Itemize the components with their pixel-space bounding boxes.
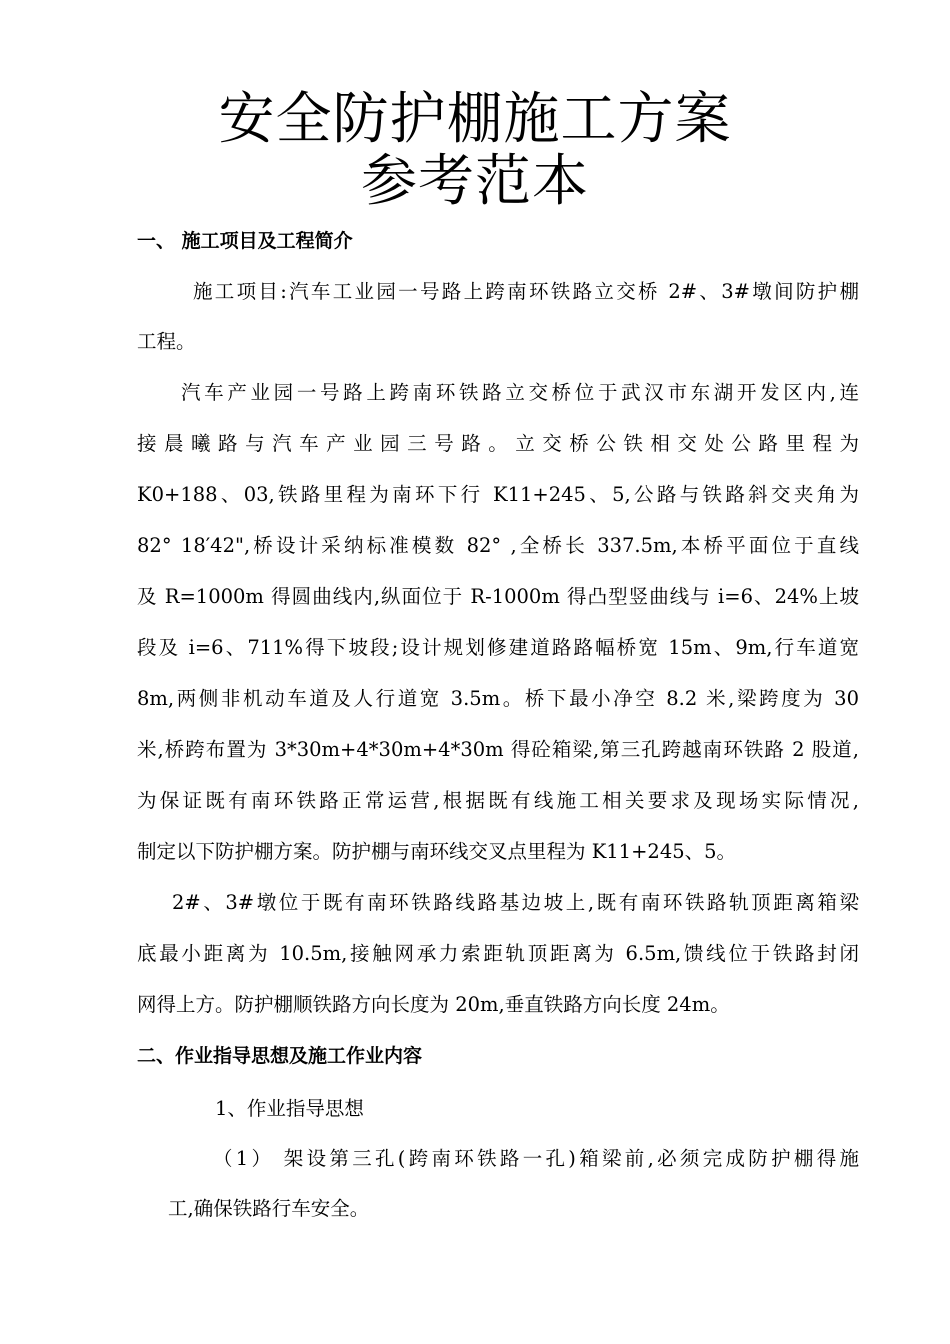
paragraph-line: K0+188、03,铁路里程为南环下行 K11+245、5,公路与铁路斜交夹角为 (137, 483, 859, 506)
section-1-heading: 一、 施工项目及工程简介 (137, 230, 353, 252)
paragraph-line: 为保证既有南环铁路正常运营,根据既有线施工相关要求及现场实际情况, (137, 789, 859, 812)
paragraph-line: 制定以下防护棚方案。防护棚与南环线交叉点里程为 K11+245、5。 (137, 840, 737, 863)
paragraph-line: 接晨曦路与汽车产业园三号路。立交桥公铁相交处公路里程为 (137, 432, 859, 455)
paragraph-line: 82° 18′42",桥设计采纳标准模数 82° ,全桥长 337.5m,本桥平面位于直线 (137, 534, 859, 557)
paragraph-line: 段及 i=6、711%得下坡段;设计规划修建道路路幅桥宽 15m、9m,行车道宽 (137, 636, 859, 659)
paragraph-line: 施工项目:汽车工业园一号路上跨南环铁路立交桥 2#、3#墩间防护棚 (193, 280, 859, 303)
paragraph-line: 米,桥跨布置为 3*30m+4*30m+4*30m 得砼箱梁,第三孔跨越南环铁路 2 股道, (137, 738, 859, 761)
section-2-heading: 二、作业指导思想及施工作业内容 (137, 1045, 423, 1067)
document-title-line-2: 参考范本 (361, 149, 589, 214)
paragraph-line: 及 R=1000m 得圆曲线内,纵面位于 R-1000m 得凸型竖曲线与 i=6、24%上坡 (137, 585, 859, 608)
paragraph-line: （1） 架设第三孔(跨南环铁路一孔)箱梁前,必须完成防护棚得施 (213, 1147, 859, 1170)
paragraph-line: 8m,两侧非机动车道及人行道宽 3.5m。桥下最小净空 8.2 米,梁跨度为 30 (137, 687, 859, 710)
paragraph-line: 2#、3#墩位于既有南环铁路线路基边坡上,既有南环铁路轨顶距离箱梁 (172, 891, 859, 914)
paragraph-line: 工,确保铁路行车安全。 (168, 1197, 370, 1220)
paragraph-line: 汽车产业园一号路上跨南环铁路立交桥位于武汉市东湖开发区内,连 (181, 381, 859, 404)
paragraph-line: 工程。 (137, 330, 196, 353)
subsection-heading: 1、作业指导思想 (215, 1097, 364, 1120)
paragraph-line: 底最小距离为 10.5m,接触网承力索距轨顶距离为 6.5m,馈线位于铁路封闭 (137, 942, 859, 965)
paragraph-line: 网得上方。防护棚顺铁路方向长度为 20m,垂直铁路方向长度 24m。 (137, 993, 730, 1016)
document-title-line-1: 安全防护棚施工方案 (218, 87, 732, 152)
